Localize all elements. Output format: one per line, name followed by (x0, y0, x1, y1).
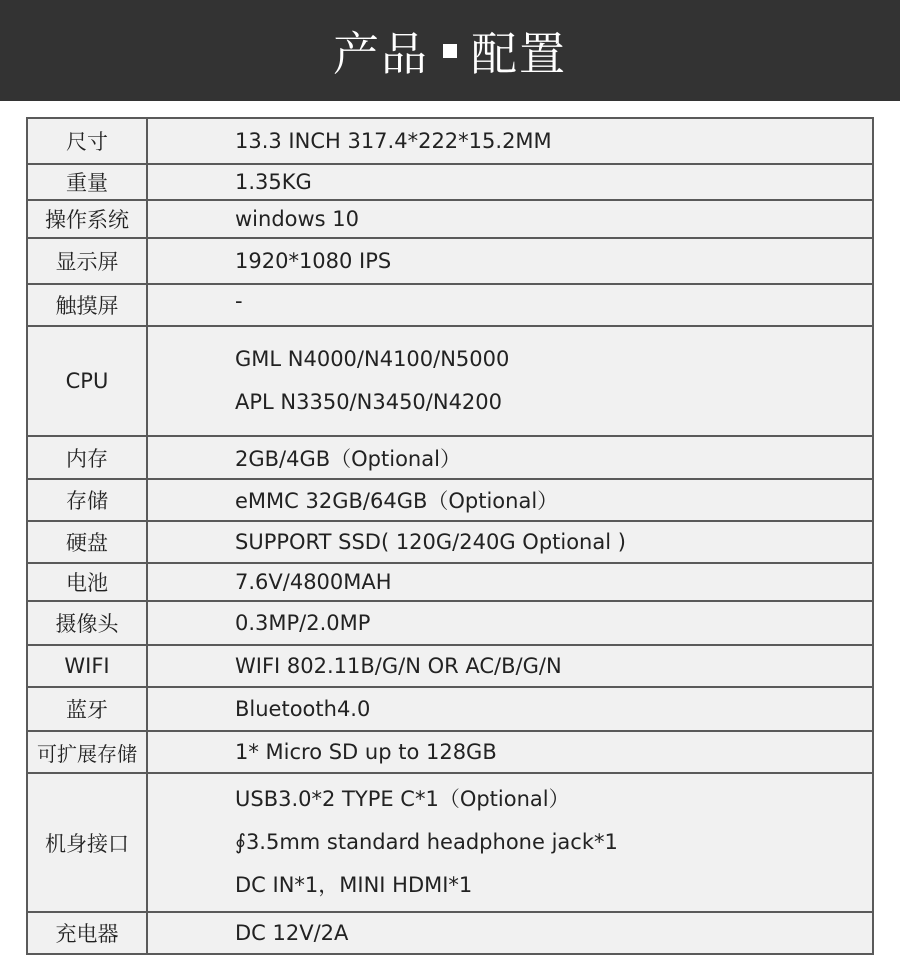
table-row (27, 200, 873, 238)
spec-value-line: DC 12V/2A (235, 921, 349, 945)
spec-label: 存储 (27, 479, 147, 521)
spec-value-line: 1* Micro SD up to 128GB (235, 740, 497, 764)
table-row (27, 284, 873, 326)
spec-label: 内存 (27, 436, 147, 479)
spec-value-line: DC IN*1，MINI HDMI*1 (235, 873, 473, 897)
spec-value-line: - (235, 289, 243, 313)
spec-value-line: Bluetooth4.0 (235, 697, 371, 721)
table-row (27, 687, 873, 731)
spec-value-line: windows 10 (235, 207, 360, 231)
spec-value (147, 118, 873, 164)
table-row (27, 521, 873, 563)
spec-value-line: SUPPORT SSD( 120G/240G Optional ) (235, 530, 626, 554)
spec-value (147, 687, 873, 731)
table-row (27, 601, 873, 645)
spec-label: 重量 (27, 164, 147, 200)
spec-label: 硬盘 (27, 521, 147, 563)
spec-value (147, 912, 873, 954)
spec-value-line: APL N3350/N3450/N4200 (235, 390, 503, 414)
title-separator-square (443, 44, 457, 58)
spec-label: CPU (27, 326, 147, 436)
spec-value (147, 479, 873, 521)
spec-label: 充电器 (27, 912, 147, 954)
spec-value (147, 645, 873, 687)
spec-value (147, 521, 873, 563)
spec-value (147, 164, 873, 200)
spec-value-line: 13.3 INCH 317.4*222*15.2MM (235, 129, 552, 153)
spec-value-line: 1920*1080 IPS (235, 249, 392, 273)
spec-value (147, 773, 873, 912)
title-right: 配置 (471, 26, 567, 81)
spec-value (147, 284, 873, 326)
spec-label: 蓝牙 (27, 687, 147, 731)
table-row (27, 118, 873, 164)
table-row (27, 238, 873, 284)
spec-value-line: GML N4000/N4100/N5000 (235, 347, 510, 371)
title-left: 产品 (333, 26, 429, 81)
table-row (27, 773, 873, 912)
spec-label: 可扩展存储 (27, 731, 147, 773)
spec-value-line: WIFI 802.11B/G/N OR AC/B/G/N (235, 654, 562, 678)
spec-value-line: eMMC 32GB/64GB（Optional） (235, 489, 559, 513)
spec-value (147, 200, 873, 238)
table-row (27, 912, 873, 954)
table-row (27, 731, 873, 773)
table-row (27, 479, 873, 521)
spec-value-line: 1.35KG (235, 170, 312, 194)
spec-label: 显示屏 (27, 238, 147, 284)
table-row (27, 326, 873, 436)
spec-label: 尺寸 (27, 118, 147, 164)
spec-value (147, 436, 873, 479)
spec-value-line: 0.3MP/2.0MP (235, 611, 371, 635)
spec-value-line: 7.6V/4800MAH (235, 570, 392, 594)
table-row (27, 164, 873, 200)
spec-value (147, 731, 873, 773)
spec-value-line: USB3.0*2 TYPE C*1（Optional） (235, 787, 570, 811)
spec-value-line: ∮3.5mm standard headphone jack*1 (235, 830, 618, 854)
table-row (27, 436, 873, 479)
spec-label: 触摸屏 (27, 284, 147, 326)
spec-label: 电池 (27, 563, 147, 601)
spec-value-line: 2GB/4GB（Optional） (235, 446, 461, 471)
spec-label: 机身接口 (27, 773, 147, 912)
table-row (27, 563, 873, 601)
spec-value (147, 563, 873, 601)
spec-label: 操作系统 (27, 200, 147, 238)
spec-label: 摄像头 (27, 601, 147, 645)
spec-value (147, 238, 873, 284)
spec-table (26, 117, 874, 955)
spec-value (147, 601, 873, 645)
spec-label: WIFI (27, 645, 147, 687)
page-title (333, 18, 567, 84)
spec-value (147, 326, 873, 436)
table-row (27, 645, 873, 687)
page-header (0, 0, 900, 101)
